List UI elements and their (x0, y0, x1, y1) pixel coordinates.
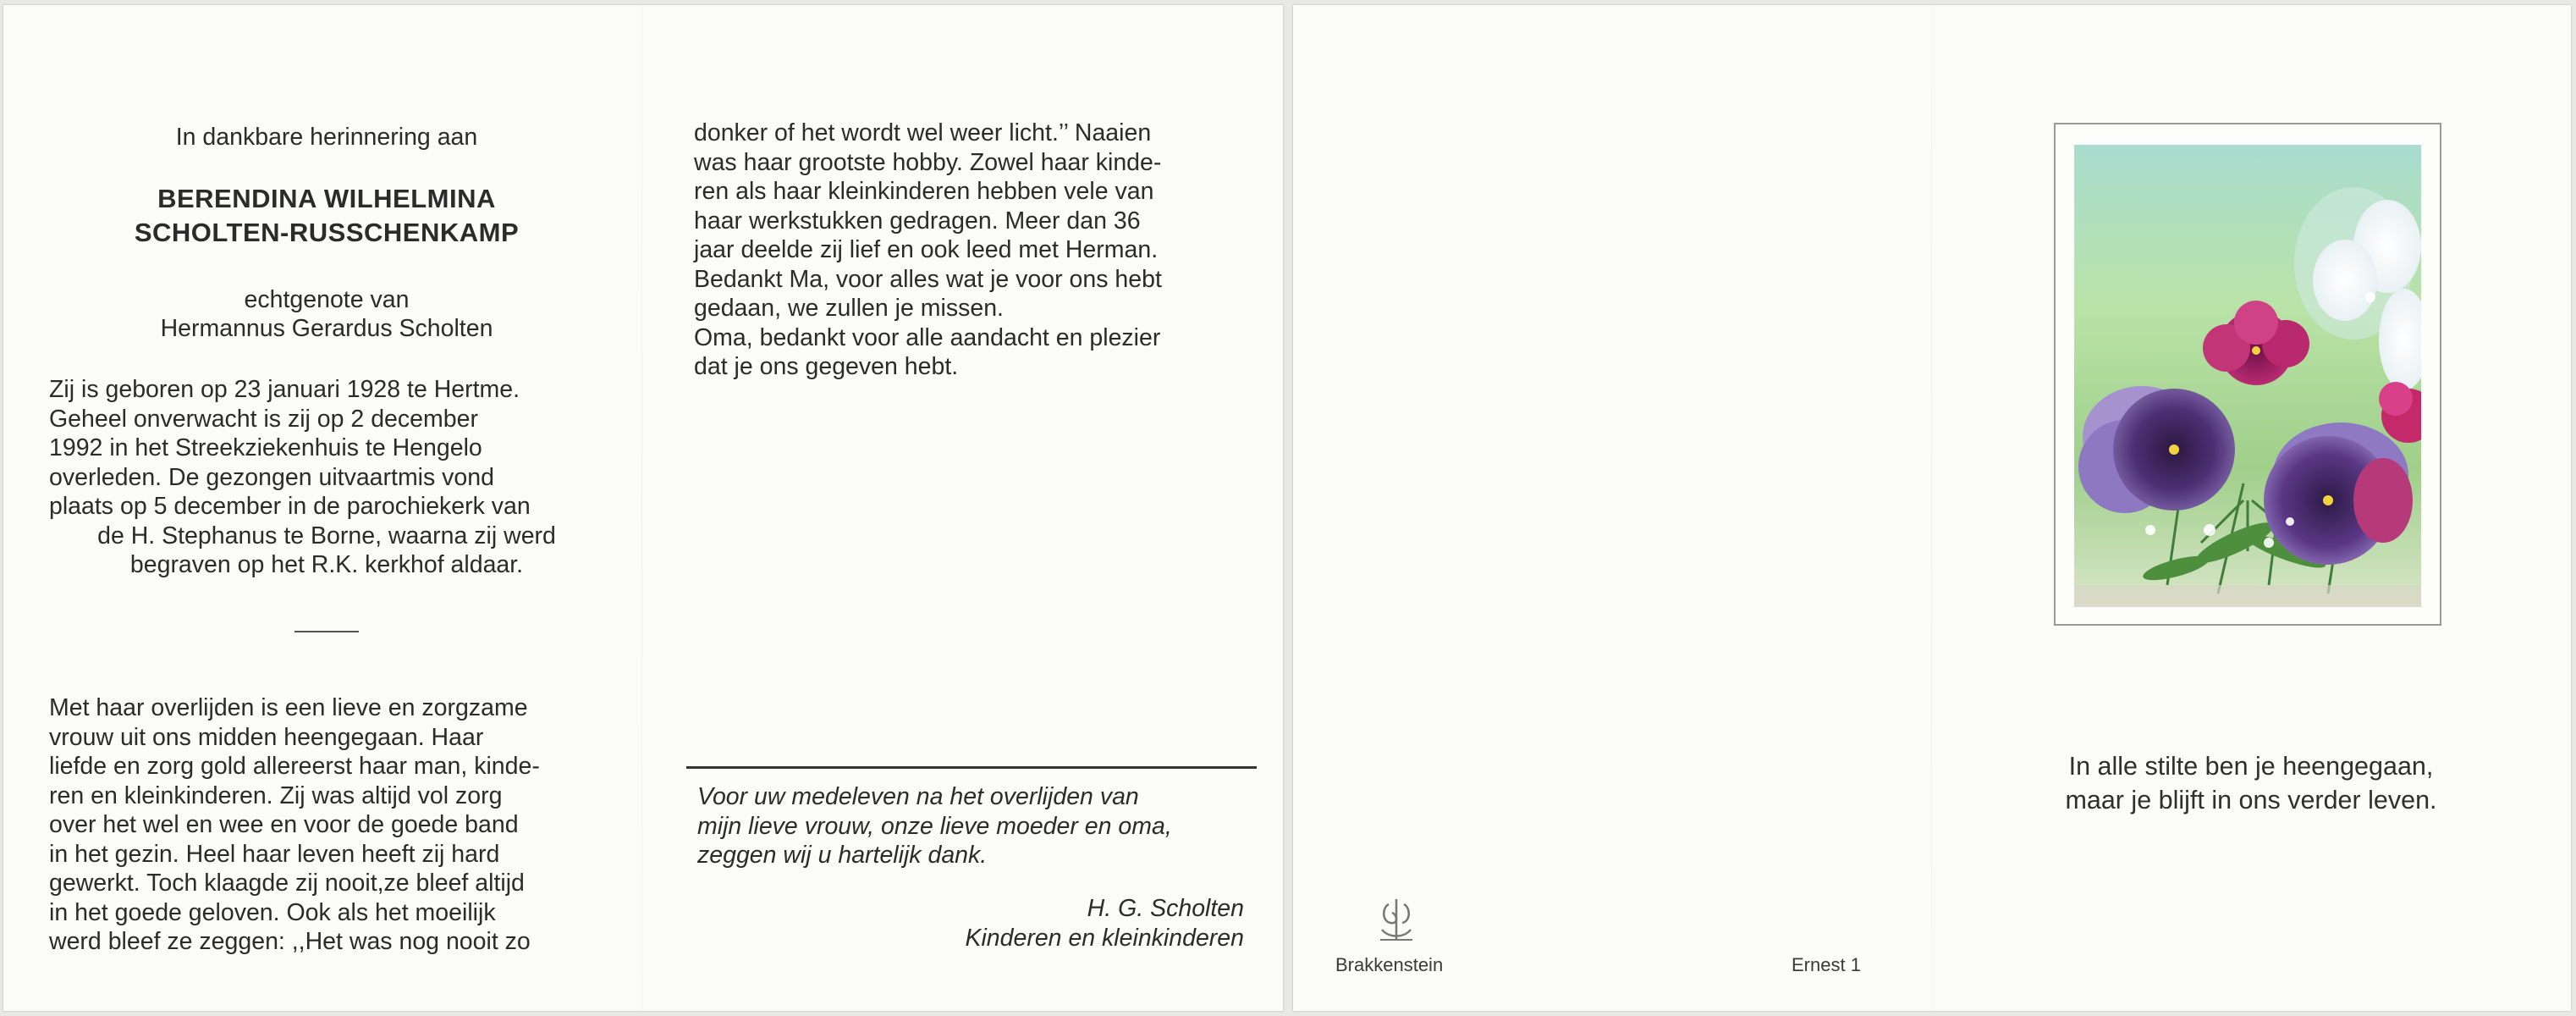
signature-line1: H. G. Scholten (1087, 895, 1244, 922)
biography (49, 375, 604, 580)
bio-line: begraven op het R.K. kerkhof aldaar. (129, 551, 524, 578)
tribute-line: over het wel en wee en voor de goede band (49, 811, 519, 838)
intro-text: In dankbare herinnering aan (175, 124, 478, 151)
bio-line: 1992 in het Streekziekenhuis te Hengelo (49, 434, 482, 461)
poem-line1: In alle stilte ben je heengegaan, (2068, 752, 2434, 781)
thanks-line: mijn lieve vrouw, onze lieve moeder en oma, (697, 812, 1172, 840)
bio-line: Geheel onverwacht is zij op 2 december (49, 405, 478, 433)
signature-block (697, 894, 1244, 952)
outer-fold (1931, 5, 1932, 1011)
deceased-name-line2: SCHOLTEN-RUSSCHENKAMP (134, 218, 520, 247)
publisher-name: Brakkenstein (1335, 954, 1444, 975)
tribute-line: in het goede geloven. Ook als het moeilijk (49, 898, 496, 926)
continued-line: was haar grootste hobby. Zowel haar kinde- (694, 148, 1162, 176)
signature-line2: Kinderen en kleinkinderen (965, 924, 1244, 952)
tribute-line: gewerkt. Toch klaagde zij nooit,ze bleef altijd (49, 870, 525, 897)
continued-line: donker of het wordt wel weer licht.’’ Naaien (694, 119, 1152, 146)
thanks-divider (686, 766, 1257, 769)
bio-line: Zij is geboren op 23 januari 1928 te Hertme. (49, 376, 520, 403)
thanks-line: Voor uw medeleven na het overlijden van (697, 783, 1139, 810)
tribute-line: werd bleef ze zeggen: ,,Het was nog nooit zo (49, 928, 531, 955)
brakkenstein-logo-icon (1373, 896, 1419, 951)
tribute-line: liefde en zorg gold allereerst haar man, kinde- (49, 753, 540, 780)
bio-line: overleden. De gezongen uitvaartmis vond (49, 463, 494, 491)
tribute-line: in het gezin. Heel haar leven heeft zij hard (49, 840, 500, 868)
poem (1980, 749, 2522, 817)
tribute (49, 693, 604, 957)
pansies-photo (2074, 145, 2421, 607)
poem-line2: maar je blijft in ons verder leven. (2065, 786, 2437, 814)
card-model: Ernest 1 (1792, 954, 1861, 975)
spouse-name: Hermannus Gerardus Scholten (160, 315, 493, 342)
thanks-line: zeggen wij u hartelijk dank. (697, 842, 988, 869)
continued-line: ren als haar kleinkinderen hebben vele van (694, 178, 1154, 205)
continued-line: Oma, bedankt voor alle aandacht en plezier (694, 323, 1161, 351)
deceased-name-line1: BERENDINA WILHELMINA (157, 184, 496, 213)
continued-text (694, 119, 1247, 382)
inner-fold (641, 5, 642, 1011)
continued-line: dat je ons gegeven hebt. (694, 353, 959, 380)
bio-line: de H. Stephanus te Borne, waarna zij werd (97, 522, 556, 549)
tribute-line: Met haar overlijden is een lieve en zorgzame (49, 694, 528, 721)
photo-frame (2054, 123, 2441, 626)
continued-line: jaar deelde zij lief en ook leed met Herman. (694, 236, 1159, 263)
tribute-line: ren en kleinkinderen. Zij was altijd vol zorg (49, 781, 503, 809)
continued-line: Bedankt Ma, voor alles wat je voor ons hebt (694, 265, 1162, 293)
bio-line: plaats op 5 december in de parochiekerk van (49, 493, 531, 520)
spouse-intro: echtgenote van (244, 286, 410, 313)
thanks-block (697, 782, 1247, 870)
section-divider (294, 631, 359, 632)
continued-line: haar werkstukken gedragen. Meer dan 36 (694, 207, 1141, 235)
continued-line: gedaan, we zullen je missen. (694, 295, 1004, 322)
tribute-line: vrouw uit ons midden heengegaan. Haar (49, 723, 484, 751)
